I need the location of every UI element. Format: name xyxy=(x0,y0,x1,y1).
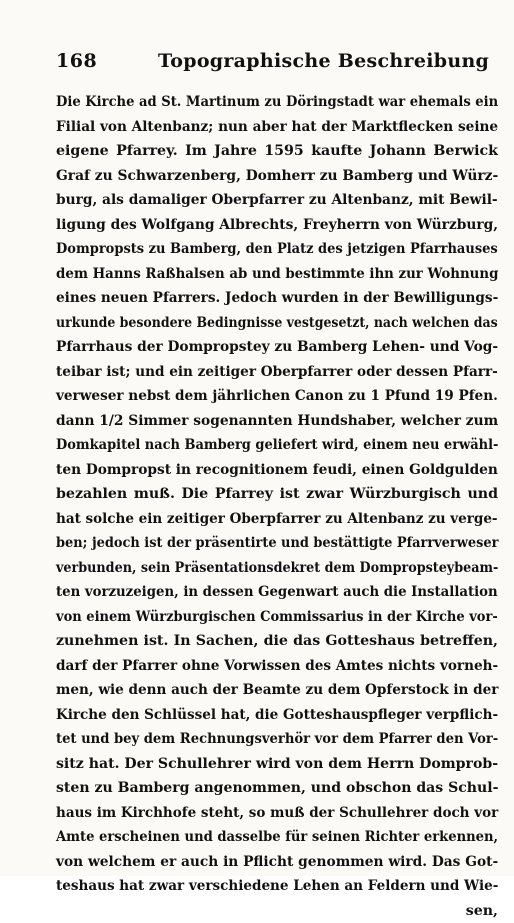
text-line: ten Dompropst in recognitionem feudi, einen Goldgulden xyxy=(56,458,498,483)
text-line: verweser nebst dem jährlichen Canon zu 1 Pfund 19 Pfen. xyxy=(56,384,498,409)
text-line: haus im Kirchhofe steht, so muß der Schullehrer doch vor xyxy=(56,801,498,826)
text-line: teibar ist; und ein zeitiger Oberpfarrer oder dessen Pfarr- xyxy=(56,360,498,385)
text-line: ligung des Wolfgang Albrechts, Freyherrn von Würzburg, xyxy=(56,213,498,238)
text-line: dann 1/2 Simmer sogenannten Hundshaber, welcher zum xyxy=(56,409,498,434)
text-line: Die Kirche ad St. Martinum zu Döringstadt war ehemals ein xyxy=(56,90,498,115)
text-line: Graf zu Schwarzenberg, Domherr zu Bamberg und Würz- xyxy=(56,164,498,189)
text-line: Kirche den Schlüssel hat, die Gotteshauspfleger verpflich- xyxy=(56,703,498,728)
text-line: teshaus hat zwar verschiedene Lehen an Feldern und Wie- xyxy=(56,874,498,899)
text-line: Dompropsts zu Bamberg, den Platz des jetzigen Pfarrhauses xyxy=(56,237,498,262)
text-line: eines neuen Pfarrers. Jedoch wurden in der Bewilligungs- xyxy=(56,286,498,311)
running-title: Topographische Beschreibung xyxy=(158,50,489,72)
text-line: Filial von Altenbanz; nun aber hat der Marktflecken seine xyxy=(56,115,498,140)
text-line: darf der Pfarrer ohne Vorwissen des Amtes nichts vorneh- xyxy=(56,654,498,679)
text-line: sen, xyxy=(56,899,498,923)
text-line: ben; jedoch ist der präsentirte und bestättigte Pfarrverweser xyxy=(56,531,498,556)
body-text xyxy=(56,90,498,923)
text-line: men, wie denn auch der Beamte zu dem Opferstock in der xyxy=(56,678,498,703)
text-line: urkunde besondere Bedingnisse vestgesetzt, nach welchen das xyxy=(56,311,498,336)
text-line: Domkapitel nach Bamberg geliefert wird, einem neu erwähl- xyxy=(56,433,498,458)
text-line: eigene Pfarrey. Im Jahre 1595 kaufte Johann Berwick xyxy=(56,139,498,164)
text-line: von einem Würzburgischen Commissarius in der Kirche vor- xyxy=(56,605,498,630)
text-line: sitz hat. Der Schullehrer wird von dem Herrn Domprob- xyxy=(56,752,498,777)
text-line: Pfarrhaus der Dompropstey zu Bamberg Lehen- und Vog- xyxy=(56,335,498,360)
text-line: ten vorzuzeigen, in dessen Gegenwart auch die Installation xyxy=(56,580,498,605)
text-line: hat solche ein zeitiger Oberpfarrer zu Altenbanz zu verge- xyxy=(56,507,498,532)
text-line: burg, als damaliger Oberpfarrer zu Altenbanz, mit Bewil- xyxy=(56,188,498,213)
text-line: von welchem er auch in Pflicht genommen wird. Das Got- xyxy=(56,850,498,875)
page-header xyxy=(56,50,496,76)
text-line: tet und bey dem Rechnungsverhör vor dem Pfarrer den Vor- xyxy=(56,727,498,752)
text-line: bezahlen muß. Die Pfarrey ist zwar Würzburgisch und xyxy=(56,482,498,507)
text-line: zunehmen ist. In Sachen, die das Gotteshaus betreffen, xyxy=(56,629,498,654)
text-line: Amte erscheinen und dasselbe für seinen Richter erkennen, xyxy=(56,825,498,850)
text-line: verbunden, sein Präsentationsdekret dem Dompropsteybeam- xyxy=(56,556,498,581)
text-line: sten zu Bamberg angenommen, und obschon das Schul- xyxy=(56,776,498,801)
page-number: 168 xyxy=(56,50,97,72)
text-line: dem Hanns Raßhalsen ab und bestimmte ihn zur Wohnung xyxy=(56,262,498,287)
